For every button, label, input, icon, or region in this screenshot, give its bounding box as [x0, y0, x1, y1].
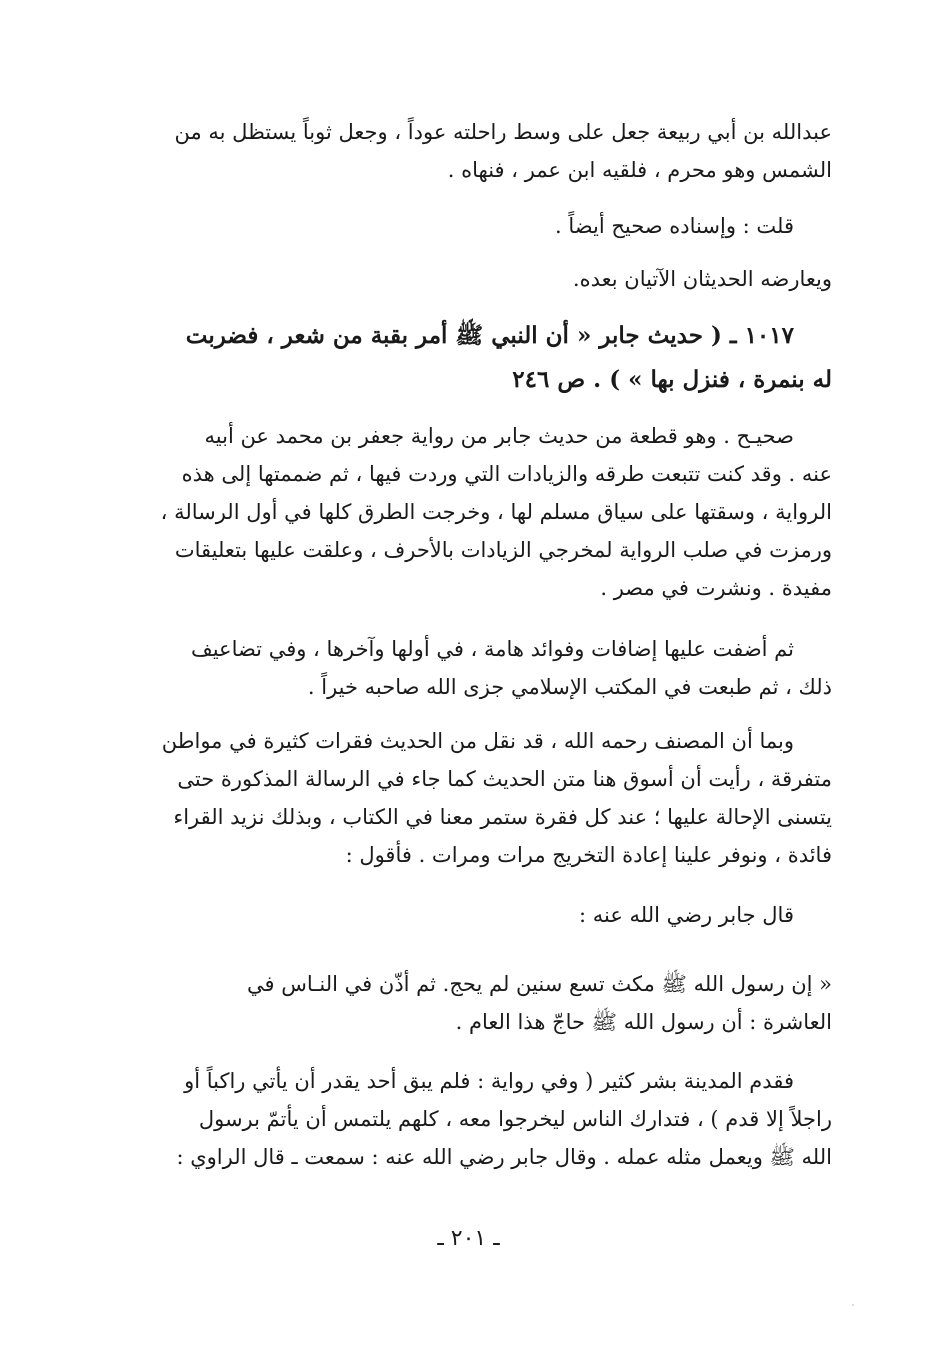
text-line: ثم أضفت عليها إضافات وفوائد هامة ، في أولها وآخرها ، وفي تضاعيف — [190, 637, 794, 661]
text-line: فقدم المدينة بشر كثير ( وفي رواية : فلم يبق أحد يقدر أن يأتي راكباً أو — [184, 1069, 794, 1093]
paragraph-2 — [142, 207, 832, 245]
heading-line: له بنمرة ، فنزل بها » ) . ص ٢٤٦ — [512, 366, 832, 393]
text-line: عنه . وقد كنت تتبعت طرقه والزيادات التي وردت فيها ، ثم ضممتها إلى هذه — [181, 462, 832, 486]
text-line: مفيدة . ونشرت في مصر . — [600, 576, 832, 600]
text-line: قلت : وإسناده صحيح أيضاً . — [555, 214, 794, 238]
paragraph-5 — [142, 630, 832, 706]
text-line: قال جابر رضي الله عنه : — [578, 903, 794, 927]
text-line: يتسنى الإحالة عليها ؛ عند كل فقرة ستمر معنا في الكتاب ، وبذلك نزيد القراء — [173, 805, 832, 829]
text-line: « إن رسول الله ﷺ مكث تسع سنين لم يحج. ثم أذّن في النـاس في — [247, 972, 832, 996]
paragraph-1 — [142, 113, 832, 189]
paragraph-3 — [142, 260, 832, 298]
text-line: عبدالله بن أبي ربيعة جعل على وسط راحلته عوداً ، وجعل ثوباً يستظل به من — [174, 120, 832, 144]
paragraph-6 — [142, 722, 832, 874]
paragraph-8 — [142, 965, 832, 1041]
text-line: راجلاً إلا قدم ) ، فتدارك الناس ليخرجوا معه ، كلهم يلتمس أن يأتمّ برسول — [198, 1107, 832, 1131]
scan-speck — [852, 1304, 854, 1306]
text-line: ويعارضه الحديثان الآتيان بعده. — [572, 267, 832, 291]
paragraph-7 — [142, 896, 832, 934]
text-line: متفرقة ، رأيت أن أسوق هنا متن الحديث كما جاء في الرسالة المذكورة حتى — [177, 767, 832, 791]
hadith-heading — [142, 314, 832, 402]
text-line: فائدة ، ونوفر علينا إعادة التخريج مرات ومرات . فأقول : — [345, 843, 832, 867]
text-line: صحيـح . وهو قطعة من حديث جابر من رواية جعفر بن محمد عن أبيه — [204, 424, 794, 448]
text-line: العاشرة : أن رسول الله ﷺ حاجّ هذا العام . — [455, 1010, 832, 1034]
text-line: الرواية ، وسقتها على سياق مسلم لها ، وخرجت الطرق كلها في أول الرسالة ، — [160, 500, 832, 524]
text-line: ورمزت في صلب الرواية لمخرجي الزيادات بالأحرف ، وعلقت عليها بتعليقات — [174, 538, 832, 562]
text-line: الله ﷺ ويعمل مثله عمله . وقال جابر رضي الله عنه : سمعت ـ قال الراوي : — [176, 1145, 832, 1169]
paragraph-4 — [142, 417, 832, 607]
text-line: وبما أن المصنف رحمه الله ، قد نقل من الحديث فقرات كثيرة في مواطن — [161, 729, 794, 753]
page-number: ـ ٢٠١ ـ — [437, 1226, 500, 1251]
heading-line: ١٠١٧ ـ ( حديث جابر « أن النبي ﷺ أمر بقبة من شعر ، فضربت — [185, 322, 794, 349]
paragraph-9 — [142, 1062, 832, 1176]
text-line: ذلك ، ثم طبعت في المكتب الإسلامي جزى الله صاحبه خيراً . — [307, 675, 832, 699]
text-line: الشمس وهو محرم ، فلقيه ابن عمر ، فنهاه . — [447, 158, 832, 182]
